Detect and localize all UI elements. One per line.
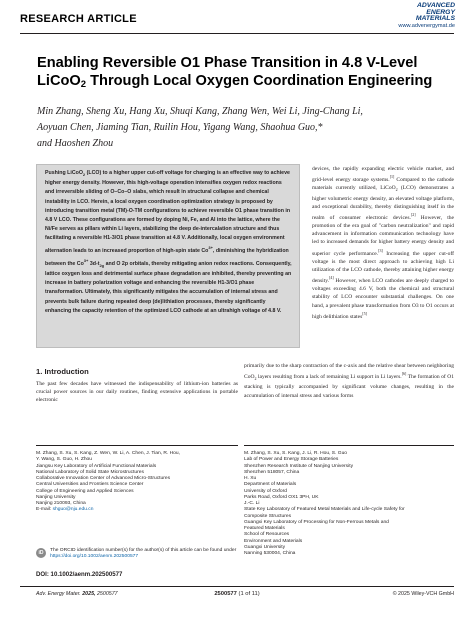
body-text-right-column <box>312 165 454 321</box>
affiliation-line: State Key Laboratory of Featured Metal Materials and Life-cycle Safety for <box>244 507 405 513</box>
affiliation-line: University of Oxford <box>244 488 287 494</box>
abstract-subscript: 2g <box>99 263 105 268</box>
body-seg: primarily due to the sharp contraction of the c-axis and the relative shear between neighboring CoO <box>244 363 454 381</box>
affiliation-line: Featured Materials <box>244 526 285 531</box>
logo-line-1: ADVANCED <box>416 2 455 9</box>
affiliation-line: M. Zhang, S. Xu, S. Kang, Z. Wen, W. Li, A. Chen, J. Tian, R. Hou, <box>36 451 180 456</box>
article-type-label: RESEARCH ARTICLE <box>20 13 137 25</box>
affiliation-line: M. Zhang, S. Xu, S. Kang, J. Li, R. Hou, S. Guo <box>244 451 348 456</box>
abstract-text <box>45 169 292 316</box>
footer-article-no: 2500577 <box>96 591 118 597</box>
body-seg: layers resulting from a lack of remaining Li support in Li layers. <box>256 374 402 381</box>
email-link[interactable]: shguo@nju.edu.cn <box>52 507 94 513</box>
page-header <box>0 0 474 30</box>
article-title <box>37 55 457 93</box>
body-seg: Compared to the cathode materials currently utilized, LiCoO <box>312 177 455 192</box>
affiliation-line: Environment and Materials <box>244 538 303 544</box>
affiliation-line: Shenzhen Research Institute of Nanjing University <box>244 463 354 469</box>
body-subscript: 2 <box>395 187 398 193</box>
title-line-2: Through Local Oxygen Coordination Engineering <box>86 72 433 89</box>
affiliation-divider-right <box>244 445 454 446</box>
abstract-seg: 3d-t <box>88 260 100 267</box>
article-doi[interactable]: DOI: 10.1002/aenm.202500577 <box>36 571 123 578</box>
abstract-superscript: 3+ <box>83 258 89 264</box>
citation-link[interactable]: [5] <box>362 310 367 316</box>
abstract-seg: (LCO) to a higher upper cut-off voltage for charging is an effective way to achieve higher energy density. However, this high-voltage operation intensifies oxygen redox reactions and irreversible sliding of O–Co–O slabs, which result in structural collapse and chemical instability in LCO. Herein, a local oxygen coordination optimization strategy is proposed by introducing transition metal (TM)-O-TM configurations to achieve reversible O1 phase transition in 4.8 V LCO. These configurations are formed by doping Ni, Fe, and Al into the lattice, where the Ni/Fe serves as pillars within Li layers, stabilizing the deep de-intercalation structure and thus facilitating a reversible H1-3/O1 phase transition at 4.8 V. Additionally, local oxygen environment alternation leads to an increased proportion of high-spin state Co <box>45 170 291 255</box>
journal-url-link[interactable]: www.advenergymat.de <box>398 23 455 29</box>
body-text-bottom-right <box>244 362 454 400</box>
footer-copyright: © 2025 Wiley-VCH GmbH <box>392 591 454 597</box>
affiliation-line: Lab of Power and Energy Storage Batteries <box>244 457 339 463</box>
title-chem-formula: LiCoO <box>37 72 81 89</box>
citation-link[interactable]: [3] <box>378 247 383 253</box>
abstract-seg: , diminishing the hybridization between the Co <box>45 248 289 267</box>
affiliation-line: Central Universities and Frontiers Science Center <box>36 482 144 488</box>
body-seg: The formation of O1 stacking is typically accompanied by significant volume changes, resulting in the accumulation of internal stress and various forms <box>244 374 454 399</box>
footer-rule <box>20 586 454 587</box>
citation-link[interactable]: [1] <box>389 174 395 180</box>
body-seg: Increasing the upper cut-off voltage is the most direct approach to achieving high Li utilization of the LCO cathode, thereby attaining higher energy density. <box>312 250 455 284</box>
body-seg: devices, the rapidly expanding electric vehicle market, and grid-level energy storage systems. <box>312 166 454 184</box>
affiliation-line: Collaborative Innovation Center of Advanced Micro-Structures <box>36 476 171 481</box>
affiliation-line: Shenzhen 518057, China <box>244 469 300 475</box>
affiliation-line: Nanning 530004, China <box>244 551 296 556</box>
affiliation-line: College of Engineering and Applied Sciences <box>36 488 134 494</box>
citation-link[interactable]: [6] <box>401 371 407 377</box>
abstract-seg: and O 2p orbitals, thereby mitigating anion redox reactions. Consequently, lattice oxygen loss and detrimental surface phase degradation are inhibited, thereby preventing an increase in battery polarization voltage and enhancing the reversible H1-3/O1 phase transformation. Ultimately, this significantly mitigates the accumulation of internal stress and prevents bulk failure during repeated deep (de)lithiation processes, thereby significantly enhancing the capacity retention of the optimized LCO cathode at an ultrahigh voltage of 4.8 V. <box>45 260 292 314</box>
authors-line-3: and Haoshen Zhou <box>37 138 114 149</box>
footer-center-id: 2500577 <box>214 591 237 597</box>
affiliation-line: Guangxi University <box>244 544 286 550</box>
body-seg: (LCO) demonstrates a higher volumetric energy density, an elevated voltage platform, and exceptional durability, thereby distinguishing itself in the realm of consumer electronic devices. <box>312 185 454 221</box>
affiliations-left <box>36 451 238 514</box>
authors-line-1: Min Zhang, Sheng Xu, Hang Xu, Shuqi Kang, Zhang Wen, Wei Li, Jing-Chang Li, <box>37 106 363 117</box>
logo-line-3: MATERIALS <box>415 15 455 23</box>
header-rule <box>20 33 454 34</box>
affiliation-line: Nanjing University <box>36 494 76 500</box>
citation-link[interactable]: [4] <box>329 275 334 281</box>
affiliation-line: J.-C. Li <box>244 501 260 506</box>
authors-line-2: Aoyuan Chen, Jiaming Tian, Ruilin Hou, Yigang Wang, Shaohua Guo,* <box>37 122 323 133</box>
affiliation-line: H. Xu <box>244 476 257 481</box>
affiliation-line: School of Resources <box>244 532 290 538</box>
footer-year: 2025, <box>82 591 96 597</box>
citation-link[interactable]: [2] <box>410 211 416 217</box>
introduction-paragraph: The past few decades have witnessed the indispensability of lithium-ion batteries as crucial power sources in our daily routines, finding extensive applications in portable electronic <box>36 381 238 404</box>
orcid-icon: iD <box>36 548 46 558</box>
body-seg: However, the promotion of the era goal of "carbon neutralization" and rapid advancement in information communication technology have led to increased demands for higher battery energy density and superior cycle performance. <box>312 214 454 257</box>
title-formula-subscript: 2 <box>80 78 87 90</box>
affiliation-line: Parks Road, Oxford OX1 3PH, UK <box>244 494 319 500</box>
affiliation-line: Composite Structures <box>244 513 292 519</box>
orcid-note <box>50 548 240 561</box>
affiliation-line: Department of Materials <box>244 482 297 488</box>
abstract-superscript: 3+ <box>208 245 213 251</box>
footer-page-number: (1 of 11) <box>238 591 260 597</box>
body-seg: However, when LCO cathodes are deeply charged to voltages exceeding 4.6 V, both the chemical and structural stability of LCO encounter substantial challenges. On one hand, a prevalent phase transformation from O3 to O1 occurs at high delithiation states <box>312 277 454 320</box>
affiliation-line: Guangxi Key Laboratory of Processing for Non-Ferrous Metals and <box>244 519 389 525</box>
abstract-subscript: 2 <box>82 172 86 178</box>
author-list <box>37 104 457 152</box>
logo-line-2: ENERGY <box>426 8 455 16</box>
abstract-seg: Pushing LiCoO <box>45 170 83 176</box>
affiliation-divider-left <box>36 445 238 446</box>
affiliation-line: Jiangsu Key Laboratory of Artificial Functional Materials <box>36 463 157 469</box>
orcid-doi-link[interactable]: https://doi.org/10.1002/aenm.202500577 <box>50 554 139 560</box>
journal-logo <box>393 3 455 23</box>
orcid-note-text: The ORCID identification number(s) for the author(s) of this article can be found under <box>50 548 237 553</box>
affiliations-right <box>244 451 454 557</box>
affiliation-line: Nanjing 210093, China <box>36 501 86 506</box>
email-line <box>36 507 238 513</box>
footer-journal: Adv. Energy Mater. <box>36 591 81 597</box>
affiliation-line: Y. Wang, S. Guo, H. Zhou <box>36 457 92 463</box>
section-heading-introduction: 1. Introduction <box>36 367 89 376</box>
body-subscript: 2 <box>254 376 257 382</box>
email-label: E-mail: <box>36 507 52 513</box>
affiliation-line: National Laboratory of Solid State Microstructures <box>36 469 144 475</box>
title-line-1: Enabling Reversible O1 Phase Transition in 4.8 V-Level <box>37 55 418 71</box>
